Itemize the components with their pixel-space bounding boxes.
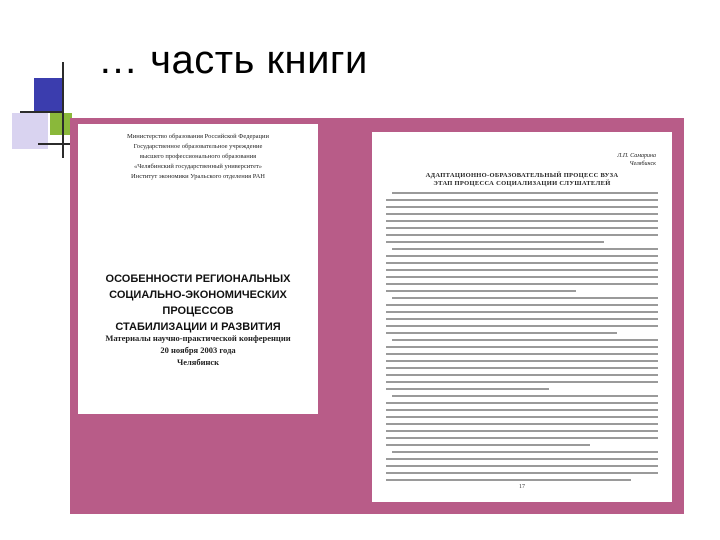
header-line: высшего профессионального образования <box>139 153 257 160</box>
text-line <box>386 423 658 425</box>
book-title-line: ОСОБЕННОСТИ РЕГИОНАЛЬНЫХ <box>105 273 291 285</box>
text-line <box>386 409 658 411</box>
text-line <box>386 367 658 369</box>
text-line <box>386 325 658 327</box>
book-title-page <box>78 124 318 414</box>
decor-horizontal-line <box>20 111 62 113</box>
text-line <box>386 276 658 278</box>
text-line <box>386 360 658 362</box>
text-line <box>386 437 658 439</box>
text-line <box>386 472 658 474</box>
text-line <box>392 339 658 341</box>
conference-line: Материалы научно-практической конференции <box>105 333 291 343</box>
author-line: Л.П. Самарина <box>617 153 656 159</box>
text-line <box>386 318 658 320</box>
text-line <box>386 465 658 467</box>
text-line <box>386 269 658 271</box>
book-title <box>84 271 312 335</box>
text-line <box>386 213 658 215</box>
text-line <box>386 290 576 292</box>
article-title-line: АДАПТАЦИОННО-ОБРАЗОВАТЕЛЬНЫЙ ПРОЦЕСС ВУЗА <box>425 172 619 179</box>
text-line <box>392 395 658 397</box>
text-line <box>386 255 658 257</box>
conference-line: Челябинск <box>176 357 220 367</box>
text-line <box>386 227 658 229</box>
text-line <box>392 451 658 453</box>
author-line: Челябинск <box>629 161 656 167</box>
text-line <box>386 381 658 383</box>
article-author <box>617 152 656 168</box>
text-line <box>386 430 658 432</box>
decor-green-square <box>50 113 72 135</box>
text-line <box>386 262 658 264</box>
text-line <box>386 234 658 236</box>
text-line <box>386 283 658 285</box>
decor-blue-square <box>34 78 62 112</box>
text-line <box>386 458 658 460</box>
title-page-header <box>78 132 318 182</box>
slide-title: … часть книги <box>98 38 368 82</box>
text-line <box>386 346 658 348</box>
text-line <box>386 332 617 334</box>
text-line <box>386 444 590 446</box>
article-page <box>372 132 672 502</box>
conference-line: 20 ноября 2003 года <box>160 345 236 355</box>
article-title <box>386 172 658 188</box>
book-title-line: СТАБИЛИЗАЦИИ И РАЗВИТИЯ <box>115 321 281 333</box>
text-line <box>386 304 658 306</box>
text-line <box>386 241 604 243</box>
header-line: Государственное образовательное учреждение <box>133 143 263 150</box>
text-line <box>386 353 658 355</box>
text-line <box>386 199 658 201</box>
text-line <box>392 192 658 194</box>
article-body-text <box>386 192 658 486</box>
text-line <box>386 479 631 481</box>
text-line <box>386 374 658 376</box>
text-line <box>386 206 658 208</box>
article-title-line: ЭТАП ПРОЦЕССА СОЦИАЛИЗАЦИИ СЛУШАТЕЛЕЙ <box>433 180 611 187</box>
text-line <box>386 311 658 313</box>
text-line <box>386 388 549 390</box>
page-number: 17 <box>519 484 525 490</box>
header-line: «Челябинский государственный университет» <box>133 163 263 170</box>
text-line <box>392 248 658 250</box>
text-line <box>392 297 658 299</box>
text-line <box>386 402 658 404</box>
header-line: Министерство образования Российской Федерации <box>127 133 269 140</box>
decor-horizontal-line-2 <box>38 143 70 145</box>
book-title-line: СОЦИАЛЬНО-ЭКОНОМИЧЕСКИХ ПРОЦЕССОВ <box>109 289 287 317</box>
header-line: Институт экономики Уральского отделения РАН <box>131 173 265 180</box>
text-line <box>386 416 658 418</box>
text-line <box>386 220 658 222</box>
conference-info <box>78 332 318 368</box>
